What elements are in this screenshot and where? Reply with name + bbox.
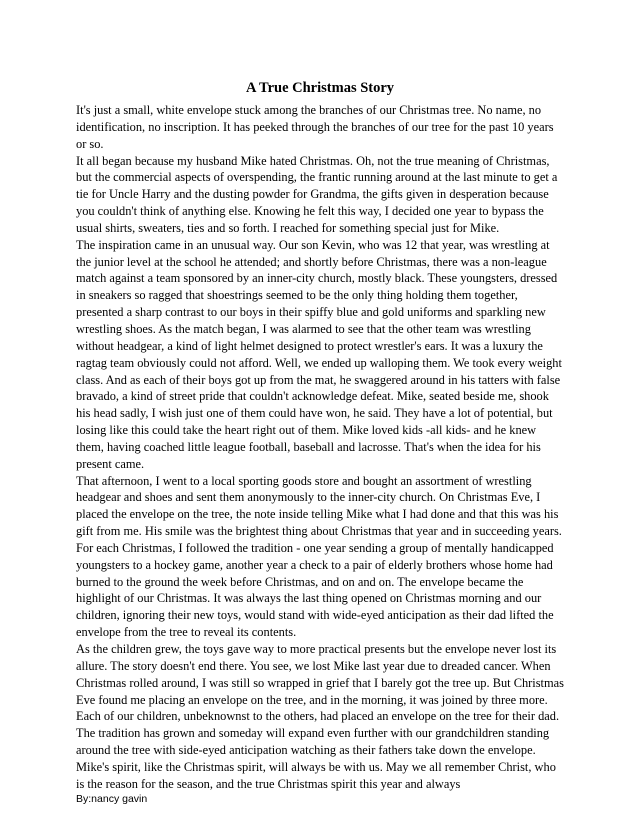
paragraph-1: It's just a small, white envelope stuck among the branches of our Christmas tree. No name, no identification, no inscription. It has peeked through the branches of our tree for the past 10 years or so. <box>76 103 554 151</box>
paragraph-6: As the children grew, the toys gave way to more practical presents but the envelope never lost its allure. The story doesn't end there. You see, we lost Mike last year due to dreaded cancer. When Christmas rolled around, I was still so wrapped in grief that I barely got the tree up. But Christmas Eve found me placing an envelope on the tree, and in the morning, it was joined by three more. Each of our children, unbeknownst to the others, had placed an envelope on the tree for their dad. <box>76 642 564 724</box>
document-page <box>76 78 564 806</box>
paragraph-5: For each Christmas, I followed the tradition - one year sending a group of mentally handicapped youngsters to a hockey game, another year a check to a pair of elderly brothers whose home had burned to the ground the week before Christmas, and on and on. The envelope became the highlight of our Christmas. It was always the last thing opened on Christmas morning and our children, ignoring their new toys, would stand with wide-eyed anticipation as their dad lifted the envelope from the tree to reveal its contents. <box>76 540 554 640</box>
paragraph-2: It all began because my husband Mike hated Christmas. Oh, not the true meaning of Christmas, but the commercial aspects of overspending, the frantic running around at the last minute to get a tie for Uncle Harry and the dusting powder for Grandma, the gifts given in desperation because you couldn't think of anything else. Knowing he felt this way, I decided one year to bypass the usual shirts, sweaters, ties and so forth. I reached for something special just for Mike. <box>76 153 558 235</box>
paragraph-4: That afternoon, I went to a local sporting goods store and bought an assortment of wrestling headgear and shoes and sent them anonymously to the inner-city church. On Christmas Eve, I placed the envelope on the tree, the note inside telling Mike what I had done and that this was his gift from me. His smile was the brightest thing about Christmas that year and in succeeding years. <box>76 473 562 539</box>
author-byline: By:nancy gavin <box>76 792 148 805</box>
paragraph-7: The tradition has grown and someday will expand even further with our grandchildren standing around the tree with side-eyed anticipation watching as their fathers take down the envelope. Mike's spirit, like the Christmas spirit, will always be with us. May we all remember Christ, who is the reason for the season, and the true Christmas spirit this year and always <box>76 726 556 791</box>
paragraph-3: The inspiration came in an unusual way. Our son Kevin, who was 12 that year, was wrestling at the junior level at the school he attended; and shortly before Christmas, there was a non-league match against a team sponsored by an inner-city church, mostly black. These youngsters, dressed in sneakers so ragged that shoestrings seemed to be the only thing holding them together, presented a sharp contrast to our boys in their spiffy blue and gold uniforms and sparkling new wrestling shoes. As the match began, I was alarmed to see that the other team was wrestling without headgear, a kind of light helmet designed to protect wrestler's ears. It was a luxury the ragtag team obviously could not afford. Well, we ended up walloping them. We took every weight class. And as each of their boys got up from the mat, he swaggered around in his tatters with false bravado, a kind of street pride that couldn't acknowledge defeat. Mike, seated beside me, shook his head sadly, I wish just one of them could have won, he said. They have a lot of potential, but losing like this could take the heart right out of them. Mike loved kids -all kids- and he knew them, having coached little league football, baseball and lacrosse. That's when the idea for his present came. <box>76 237 562 471</box>
document-title: A True Christmas Story <box>245 80 395 96</box>
